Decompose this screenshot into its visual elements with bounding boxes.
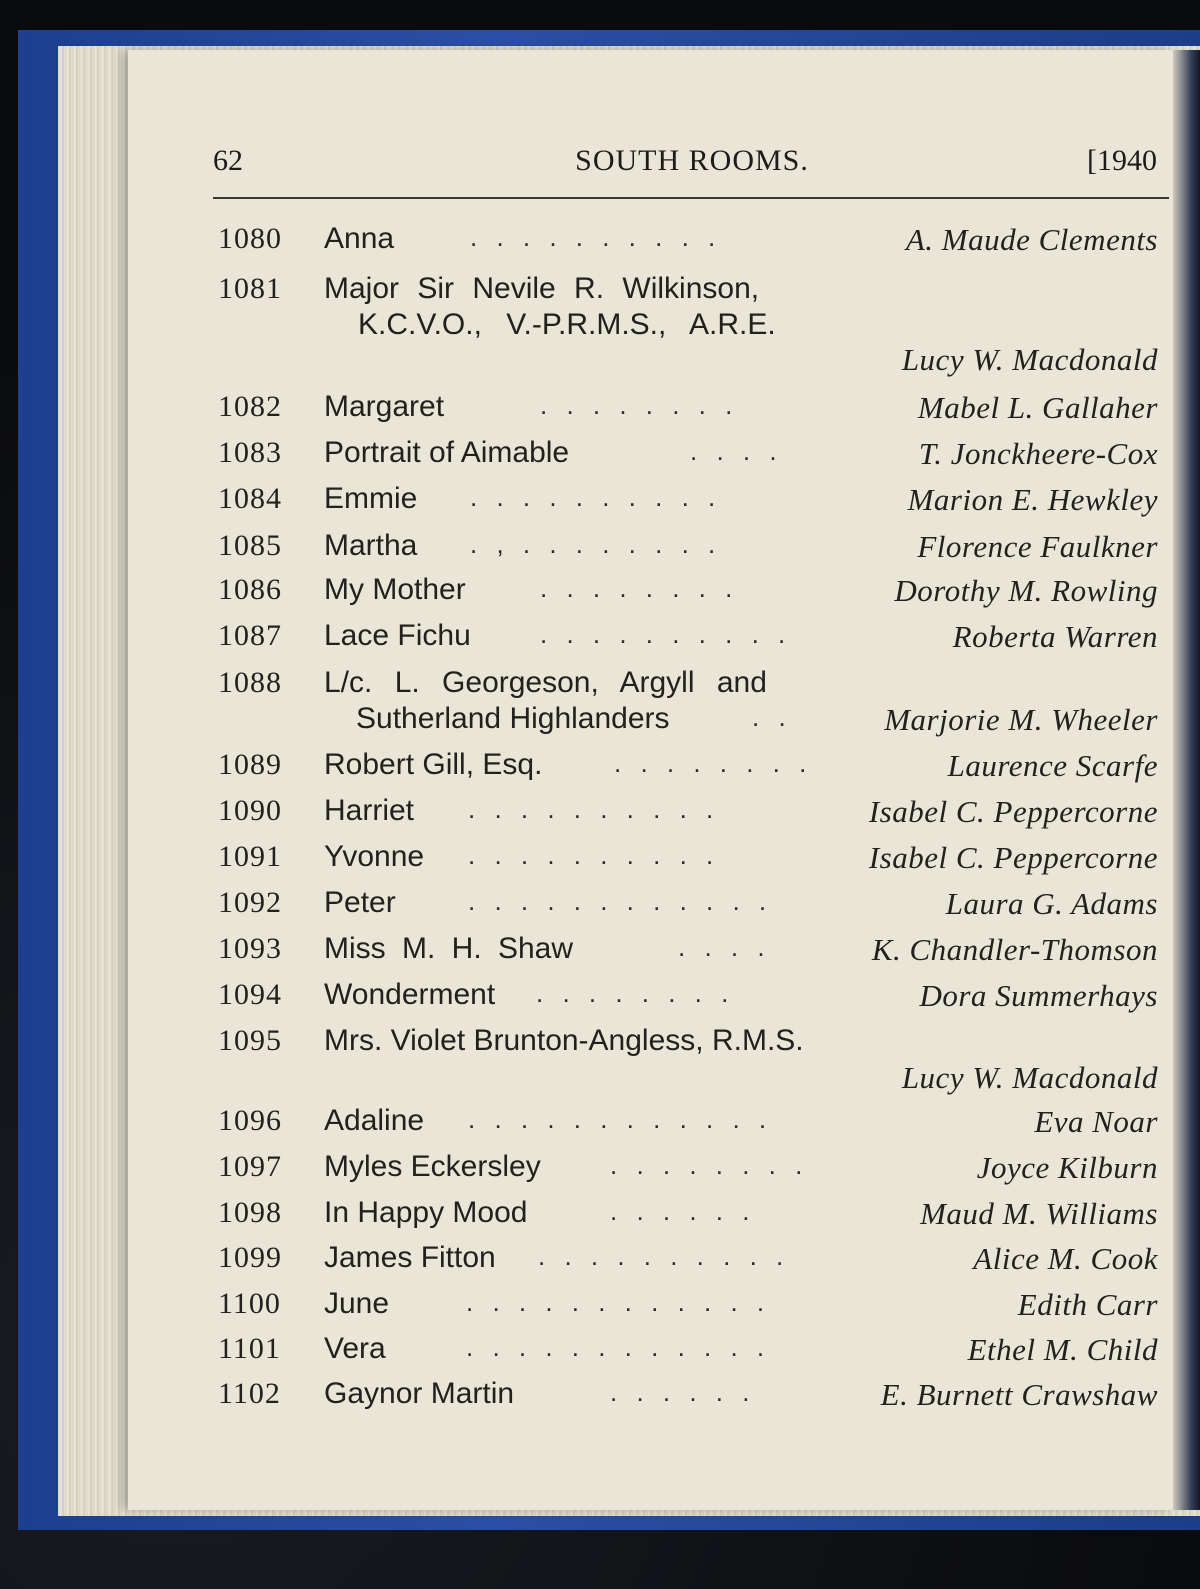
entry-number: 1086 bbox=[218, 573, 282, 606]
entry-title: Adaline bbox=[324, 1104, 425, 1137]
entry-title: Wonderment bbox=[324, 978, 496, 1011]
entry-number: 1096 bbox=[218, 1104, 282, 1137]
catalogue-entry bbox=[218, 573, 1158, 613]
entry-artist: Alice M. Cook bbox=[973, 1241, 1158, 1276]
entry-artist: A. Maude Clements bbox=[905, 222, 1158, 257]
leader-dots: . , . . . . . . . . bbox=[470, 529, 722, 559]
leader-dots: . . . . bbox=[678, 932, 771, 962]
leader-dots: . . . . . . bbox=[610, 1196, 756, 1226]
entry-number: 1088 bbox=[218, 666, 282, 699]
entry-title: Major Sir Nevile R. Wilkinson, bbox=[324, 272, 760, 305]
entry-title: Myles Eckersley bbox=[324, 1150, 541, 1183]
catalogue-entry bbox=[218, 1196, 1158, 1236]
entry-artist: Isabel C. Peppercorne bbox=[868, 794, 1158, 829]
entry-artist: Florence Faulkner bbox=[917, 529, 1158, 564]
catalogue-entry bbox=[218, 529, 1158, 569]
entry-number: 1095 bbox=[218, 1024, 282, 1057]
year-label: [1940 bbox=[1087, 144, 1157, 177]
entry-artist: Roberta Warren bbox=[952, 619, 1158, 654]
leader-dots: . . . . . . . . bbox=[614, 748, 813, 778]
catalogue-entry bbox=[218, 748, 1158, 788]
catalogue-entry bbox=[218, 619, 1158, 659]
entry-title: Gaynor Martin bbox=[324, 1377, 515, 1410]
entry-artist: Edith Carr bbox=[1017, 1287, 1158, 1322]
catalogue-entry bbox=[218, 666, 1158, 737]
leader-dots: . . . . . . bbox=[610, 1377, 756, 1407]
entry-title: June bbox=[324, 1287, 390, 1320]
catalogue-entry bbox=[218, 794, 1158, 834]
entry-title: Vera bbox=[324, 1332, 386, 1365]
catalogue-entry bbox=[218, 436, 1158, 476]
running-head bbox=[213, 140, 1171, 184]
catalogue-entry bbox=[218, 840, 1158, 880]
entry-title: My Mother bbox=[324, 573, 466, 606]
catalogue-entry bbox=[218, 1024, 1158, 1095]
leader-dots: . . . . . . . . . . bbox=[540, 619, 792, 649]
catalogue-entry bbox=[218, 272, 1158, 377]
entry-artist: Dora Summerhays bbox=[919, 978, 1158, 1013]
entry-number: 1093 bbox=[218, 932, 282, 965]
catalogue-entry bbox=[218, 1241, 1158, 1281]
entry-title: Harriet bbox=[324, 794, 415, 827]
entry-artist: Eva Noar bbox=[1034, 1104, 1158, 1139]
entry-number: 1085 bbox=[218, 529, 282, 562]
leader-dots: . . . . . . . . . . bbox=[470, 222, 722, 252]
entry-artist: Isabel C. Peppercorne bbox=[868, 840, 1158, 875]
section-title: SOUTH ROOMS. bbox=[575, 144, 809, 177]
leader-dots: . . . . . . . . . . . . bbox=[468, 886, 773, 916]
catalogue-entry bbox=[218, 222, 1158, 262]
entry-number: 1101 bbox=[218, 1332, 281, 1365]
entry-number: 1091 bbox=[218, 840, 282, 873]
entry-title: Miss M. H. Shaw bbox=[324, 932, 574, 965]
catalogue-entry bbox=[218, 1287, 1158, 1327]
entry-number: 1097 bbox=[218, 1150, 282, 1183]
entry-number: 1090 bbox=[218, 794, 282, 827]
entry-artist: Laura G. Adams bbox=[945, 886, 1158, 921]
leader-dots: . . . . . . . . . . bbox=[538, 1241, 790, 1271]
entry-title: Robert Gill, Esq. bbox=[324, 748, 543, 781]
entry-title-continued: Sutherland Highlanders bbox=[356, 702, 670, 735]
entry-number: 1080 bbox=[218, 222, 282, 255]
catalogue-entry bbox=[218, 1150, 1158, 1190]
page-number: 62 bbox=[213, 144, 243, 177]
entry-number: 1082 bbox=[218, 390, 282, 423]
entry-title: Mrs. Violet Brunton-Angless, R.M.S. bbox=[324, 1024, 804, 1057]
entry-number: 1081 bbox=[218, 272, 282, 305]
entry-artist: Marjorie M. Wheeler bbox=[884, 702, 1158, 737]
entry-number: 1100 bbox=[218, 1287, 281, 1320]
catalogue-entry bbox=[218, 390, 1158, 430]
entry-artist: Joyce Kilburn bbox=[976, 1150, 1158, 1185]
entry-number: 1092 bbox=[218, 886, 282, 919]
leader-dots: . . . . bbox=[690, 436, 783, 466]
entry-number: 1084 bbox=[218, 482, 282, 515]
entry-artist: Lucy W. Macdonald bbox=[901, 342, 1158, 377]
entry-title: Portrait of Aimable bbox=[324, 436, 570, 469]
leader-dots: . . . . . . . . . . . . bbox=[466, 1332, 771, 1362]
entry-artist: Marion E. Hewkley bbox=[907, 482, 1158, 517]
leader-dots: . . . . . . . . . . bbox=[468, 840, 720, 870]
entry-number: 1083 bbox=[218, 436, 282, 469]
entry-number: 1094 bbox=[218, 978, 282, 1011]
entry-artist: K. Chandler-Thomson bbox=[871, 932, 1158, 967]
page-edge bbox=[1173, 50, 1200, 1510]
catalogue-entry bbox=[218, 886, 1158, 926]
leader-dots: . . . . . . . . bbox=[540, 390, 739, 420]
entry-title: Lace Fichu bbox=[324, 619, 471, 652]
entry-number: 1099 bbox=[218, 1241, 282, 1274]
leader-dots: . . . . . . . . . . . . bbox=[466, 1287, 771, 1317]
leader-dots: . . . . . . . . . . bbox=[468, 794, 720, 824]
entry-title-continued: K.C.V.O., V.-P.R.M.S., A.R.E. bbox=[358, 308, 776, 341]
catalogue-entry bbox=[218, 482, 1158, 522]
leader-dots: . . . . . . . . bbox=[540, 573, 739, 603]
leader-dots: . . bbox=[752, 702, 792, 732]
entry-number: 1087 bbox=[218, 619, 282, 652]
entry-artist: Ethel M. Child bbox=[967, 1332, 1158, 1367]
entry-title: Martha bbox=[324, 529, 418, 562]
catalogue-entry bbox=[218, 1104, 1158, 1144]
entry-number: 1098 bbox=[218, 1196, 282, 1229]
catalogue-entry bbox=[218, 1377, 1158, 1417]
leader-dots: . . . . . . . . . . bbox=[470, 482, 722, 512]
entry-title: Yvonne bbox=[324, 840, 425, 873]
entry-title: James Fitton bbox=[324, 1241, 496, 1274]
entry-title: Margaret bbox=[324, 390, 445, 423]
entry-artist: Mabel L. Gallaher bbox=[917, 390, 1158, 425]
entry-artist: T. Jonckheere-Cox bbox=[918, 436, 1158, 471]
entry-number: 1102 bbox=[218, 1377, 281, 1410]
entry-title: Emmie bbox=[324, 482, 418, 515]
entry-artist: Dorothy M. Rowling bbox=[894, 573, 1158, 608]
entry-artist: Lucy W. Macdonald bbox=[901, 1060, 1158, 1095]
leader-dots: . . . . . . . . bbox=[610, 1150, 809, 1180]
entry-artist: E. Burnett Crawshaw bbox=[880, 1377, 1158, 1412]
entry-title: Peter bbox=[324, 886, 396, 919]
entry-number: 1089 bbox=[218, 748, 282, 781]
entry-title: L/c. L. Georgeson, Argyll and bbox=[324, 666, 767, 699]
catalogue-entry bbox=[218, 978, 1158, 1018]
entry-title: Anna bbox=[324, 222, 395, 255]
catalogue-entry bbox=[218, 1332, 1158, 1372]
entry-artist: Laurence Scarfe bbox=[947, 748, 1158, 783]
leader-dots: . . . . . . . . bbox=[536, 978, 735, 1008]
catalogue-entry bbox=[218, 932, 1158, 972]
header-rule bbox=[213, 197, 1169, 199]
entry-title: In Happy Mood bbox=[324, 1196, 528, 1229]
leader-dots: . . . . . . . . . . . . bbox=[468, 1104, 773, 1134]
entry-artist: Maud M. Williams bbox=[920, 1196, 1158, 1231]
